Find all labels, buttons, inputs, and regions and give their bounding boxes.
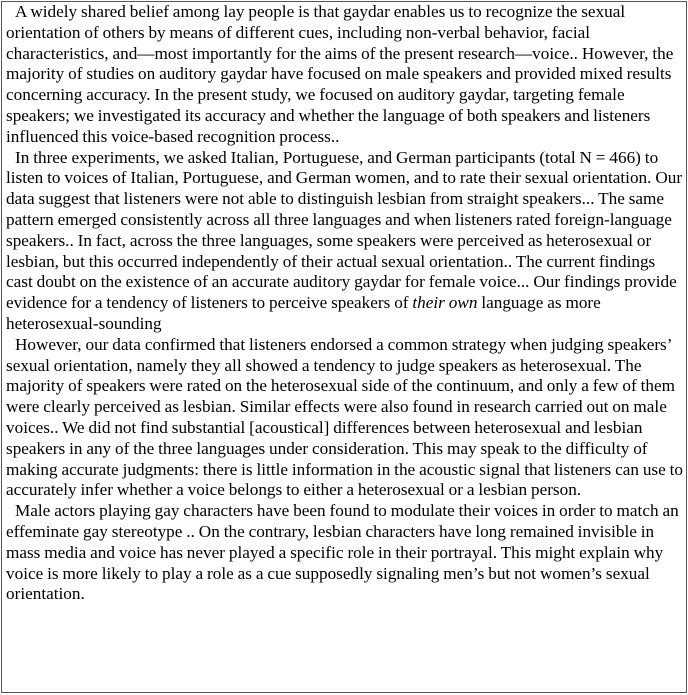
document-page xyxy=(1,1,687,693)
paragraph-2 xyxy=(6,148,683,335)
paragraph-2-text-before: In three experiments, we asked Italian, Portuguese, and German participants (total N = 466) to listen to voices of Italian, Portuguese, and German women, and to rate their sexual orientation. Our data suggest that listeners were not able to distinguish lesbian from straight speakers... The same pattern emerged consistently across all three languages and when listeners rated foreign-language speakers.. In fact, across the three languages, some speakers were perceived as heterosexual or lesbian, but this occurred independently of their actual sexual orientation.. The current findings cast doubt on the existence of an accurate auditory gaydar for female voice... Our findings provide evidence for a tendency of listeners to perceive speakers of xyxy=(6,147,683,313)
paragraph-3: However, our data confirmed that listeners endorsed a common strategy when judging speakers’ sexual orientation, namely they all showed a tendency to judge speakers as heterosexual. The majority of speakers were rated on the heterosexual side of the continuum, and only a few of them were clearly perceived as lesbian. Similar effects were also found in research carried out on male voices.. We did not find substantial [acoustical] differences between heterosexual and lesbian speakers in any of the three languages under consideration. This may speak to the difficulty of making accurate judgments: there is little information in the acoustic signal that listeners can use to accurately infer whether a voice belongs to either a heterosexual or a lesbian person. xyxy=(6,334,684,500)
paragraph-4: Male actors playing gay characters have been found to modulate their voices in order to match an effeminate gay stereotype .. On the contrary, lesbian characters have long remained invisible in mass media and voice has never played a specific role in their portrayal. This might explain why voice is more likely to play a role as a cue supposedly signaling men’s but not women’s sexual orientation. xyxy=(6,501,679,604)
paragraph-2-emphasis: their own xyxy=(412,293,478,313)
paragraph-1: A widely shared belief among lay people is that gaydar enables us to recognize the sexual orientation of others by means of different cues, including non-verbal behavior, facial characteristics, and—most importantly for the aims of the present research—voice.. However, the majority of studies on auditory gaydar have focused on male speakers and provided mixed results concerning accuracy. In the present study, we focused on auditory gaydar, targeting female speakers; we investigated its accuracy and whether the language of both speakers and listeners influenced this voice-based recognition process.. xyxy=(6,2,674,146)
paragraph-2-text-after: language as more heterosexual-sounding xyxy=(6,293,601,333)
